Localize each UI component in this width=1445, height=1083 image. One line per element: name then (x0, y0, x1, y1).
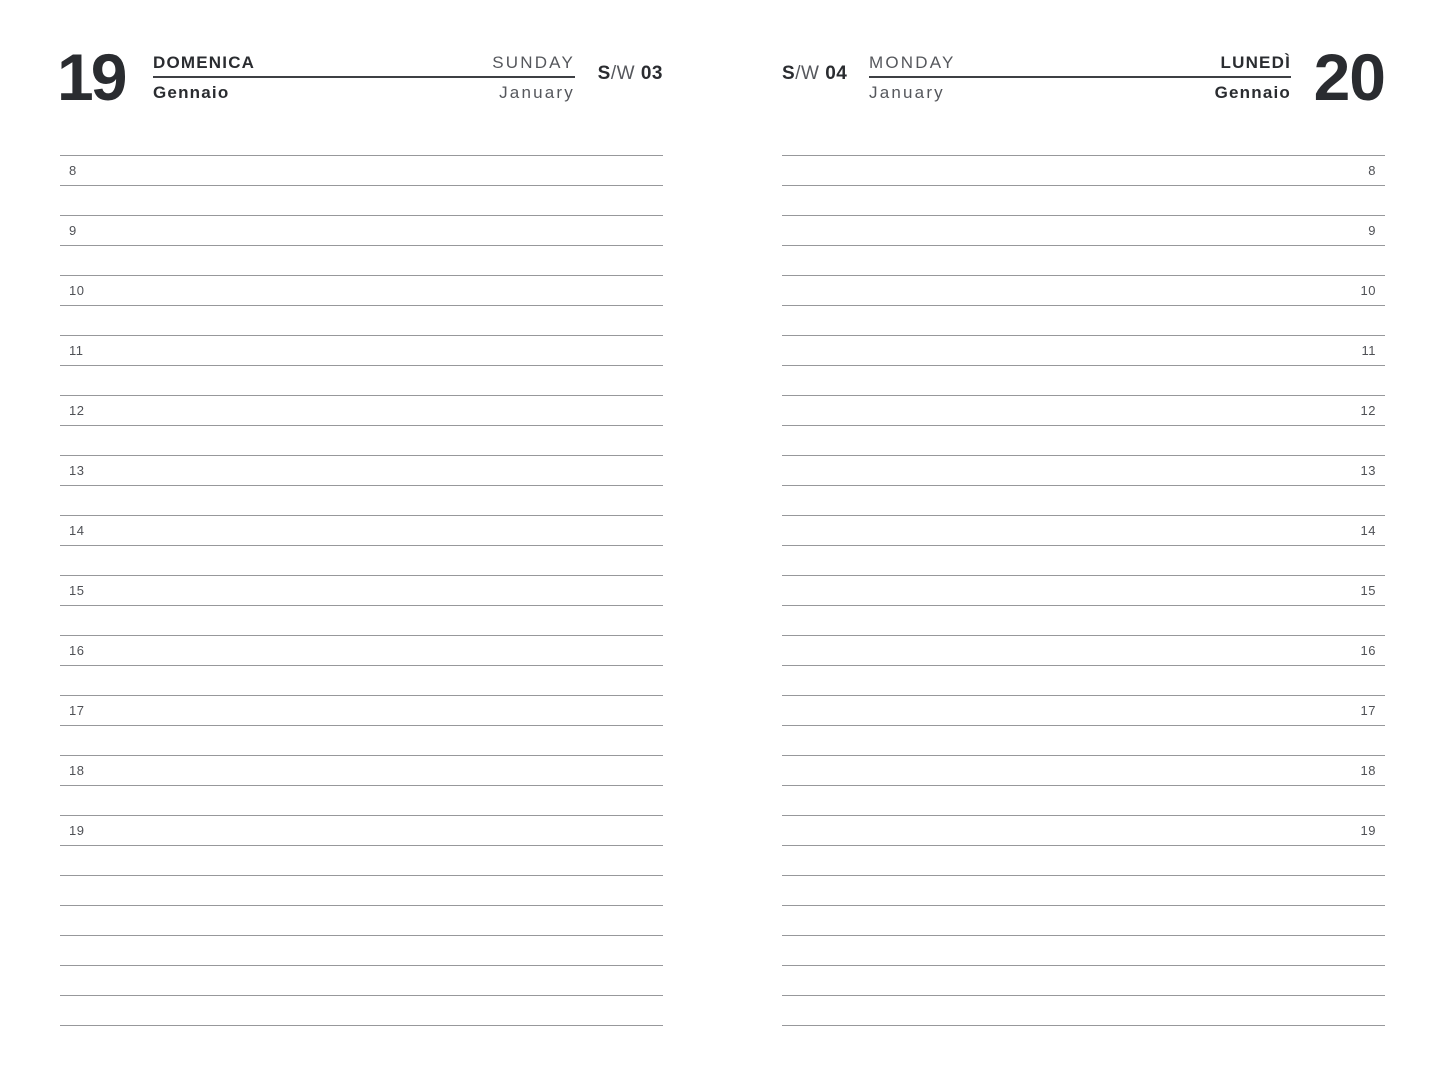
hour-row (782, 756, 1385, 786)
empty-row (782, 306, 1385, 336)
hour-row (60, 516, 663, 546)
empty-row (782, 876, 1385, 906)
week-number: 03 (640, 63, 663, 84)
hour-label: 11 (69, 343, 84, 358)
weekday-local: LUNEDÌ (1220, 53, 1291, 72)
week-indicator (598, 63, 663, 85)
hour-row (60, 276, 663, 306)
month-local: Gennaio (1214, 83, 1291, 102)
empty-row (60, 846, 663, 876)
empty-row (60, 876, 663, 906)
hour-label: 17 (1360, 703, 1376, 718)
hour-row (782, 276, 1385, 306)
month-row (153, 78, 575, 103)
week-indicator-s: S (597, 63, 611, 84)
schedule-grid (60, 155, 663, 1026)
right-page (782, 0, 1385, 1083)
hour-label: 15 (1360, 583, 1376, 598)
empty-row (60, 486, 663, 516)
empty-row (782, 606, 1385, 636)
empty-row (60, 906, 663, 936)
empty-row (60, 366, 663, 396)
empty-row (60, 966, 663, 996)
hour-label: 10 (69, 283, 85, 298)
hour-label: 16 (1360, 643, 1376, 658)
hour-row (782, 396, 1385, 426)
hour-label: 10 (1360, 283, 1376, 298)
weekday-row (153, 53, 575, 78)
empty-row (60, 186, 663, 216)
weekday-english: SUNDAY (492, 53, 575, 72)
hour-label: 9 (1368, 223, 1376, 238)
hour-row (60, 216, 663, 246)
hour-row (60, 456, 663, 486)
hour-row (60, 576, 663, 606)
hour-label: 11 (1361, 343, 1376, 358)
hour-label: 8 (69, 163, 77, 178)
week-indicator-w: /W (795, 63, 820, 84)
hour-label: 12 (1360, 403, 1376, 418)
empty-row (60, 426, 663, 456)
day-number: 20 (1313, 40, 1385, 114)
weekday-english: MONDAY (869, 53, 956, 72)
empty-row (782, 666, 1385, 696)
hour-row (60, 156, 663, 186)
hour-label: 19 (1360, 823, 1376, 838)
empty-row (60, 546, 663, 576)
hour-row (60, 816, 663, 846)
hour-row (782, 576, 1385, 606)
empty-row (782, 186, 1385, 216)
hour-label: 19 (69, 823, 85, 838)
week-indicator (782, 63, 847, 85)
empty-row (60, 726, 663, 756)
empty-row (782, 546, 1385, 576)
empty-row (782, 936, 1385, 966)
empty-row (782, 966, 1385, 996)
empty-row (782, 846, 1385, 876)
hour-label: 15 (69, 583, 85, 598)
hour-row (782, 516, 1385, 546)
hour-label: 9 (69, 223, 77, 238)
hour-row (782, 816, 1385, 846)
empty-row (60, 306, 663, 336)
hour-row (60, 636, 663, 666)
hour-row (782, 156, 1385, 186)
hour-label: 18 (69, 763, 85, 778)
month-row (869, 78, 1291, 103)
hour-row (782, 456, 1385, 486)
empty-row (782, 996, 1385, 1026)
hour-row (60, 336, 663, 366)
hour-row (782, 636, 1385, 666)
hour-label: 17 (69, 703, 85, 718)
empty-row (782, 486, 1385, 516)
empty-row (60, 606, 663, 636)
empty-row (782, 726, 1385, 756)
hour-row (60, 756, 663, 786)
empty-row (60, 996, 663, 1026)
day-number: 19 (57, 40, 125, 114)
empty-row (782, 366, 1385, 396)
hour-row (782, 336, 1385, 366)
schedule-grid (782, 155, 1385, 1026)
hour-label: 12 (69, 403, 85, 418)
empty-row (782, 426, 1385, 456)
weekday-row (869, 53, 1291, 78)
empty-row (60, 786, 663, 816)
empty-row (782, 246, 1385, 276)
hour-row (60, 696, 663, 726)
month-english: January (869, 83, 945, 102)
month-english: January (499, 83, 575, 102)
empty-row (782, 906, 1385, 936)
right-page-header (869, 53, 1291, 103)
week-number: 04 (825, 63, 848, 84)
week-indicator-w: /W (610, 63, 636, 84)
hour-label: 13 (69, 463, 85, 478)
week-indicator-s: S (782, 63, 796, 84)
hour-row (782, 696, 1385, 726)
weekday-local: DOMENICA (153, 53, 256, 72)
left-page (57, 0, 663, 1083)
hour-label: 14 (1360, 523, 1376, 538)
month-local: Gennaio (153, 83, 230, 102)
hour-label: 8 (1368, 163, 1376, 178)
empty-row (60, 936, 663, 966)
hour-row (60, 396, 663, 426)
hour-row (782, 216, 1385, 246)
hour-label: 14 (69, 523, 85, 538)
empty-row (60, 666, 663, 696)
hour-label: 16 (69, 643, 85, 658)
hour-label: 18 (1360, 763, 1376, 778)
hour-label: 13 (1360, 463, 1376, 478)
left-page-header (153, 53, 575, 103)
empty-row (782, 786, 1385, 816)
empty-row (60, 246, 663, 276)
